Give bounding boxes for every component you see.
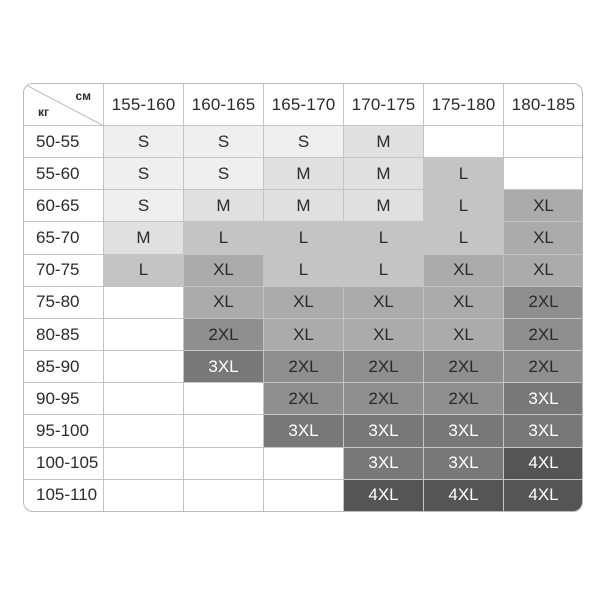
size-cell: L xyxy=(344,222,424,254)
table-row xyxy=(24,222,584,254)
size-cell: 2XL xyxy=(504,351,584,383)
empty-cell xyxy=(264,479,344,511)
size-cell: XL xyxy=(184,286,264,318)
size-cell: S xyxy=(264,126,344,158)
size-cell: 2XL xyxy=(184,318,264,350)
size-cell: S xyxy=(104,158,184,190)
size-cell: XL xyxy=(424,286,504,318)
size-cell: L xyxy=(344,254,424,286)
weight-header: 70-75 xyxy=(24,254,104,286)
size-cell: 4XL xyxy=(344,479,424,511)
size-cell: 3XL xyxy=(264,415,344,447)
height-header: 165-170 xyxy=(264,84,344,126)
table-row xyxy=(24,415,584,447)
size-cell: 3XL xyxy=(424,447,504,479)
weight-unit-label: кг xyxy=(38,105,50,119)
height-unit-label: см xyxy=(75,89,91,103)
size-cell: L xyxy=(104,254,184,286)
size-cell: S xyxy=(104,126,184,158)
empty-cell xyxy=(504,158,584,190)
size-cell: M xyxy=(184,190,264,222)
weight-header: 95-100 xyxy=(24,415,104,447)
corner-cell xyxy=(24,84,104,126)
weight-header: 50-55 xyxy=(24,126,104,158)
empty-cell xyxy=(104,351,184,383)
size-cell: L xyxy=(424,158,504,190)
size-cell: 3XL xyxy=(504,383,584,415)
weight-header: 55-60 xyxy=(24,158,104,190)
empty-cell xyxy=(104,286,184,318)
table-row xyxy=(24,383,584,415)
size-cell: 2XL xyxy=(344,351,424,383)
table-body xyxy=(24,126,584,512)
size-cell: M xyxy=(344,126,424,158)
table-row xyxy=(24,447,584,479)
empty-cell xyxy=(264,447,344,479)
size-cell: 3XL xyxy=(184,351,264,383)
size-cell: L xyxy=(264,254,344,286)
weight-header: 90-95 xyxy=(24,383,104,415)
table-row xyxy=(24,286,584,318)
size-cell: XL xyxy=(424,254,504,286)
size-cell: XL xyxy=(344,286,424,318)
weight-header: 100-105 xyxy=(24,447,104,479)
size-chart xyxy=(23,83,583,512)
height-header: 175-180 xyxy=(424,84,504,126)
empty-cell xyxy=(104,479,184,511)
size-cell: M xyxy=(104,222,184,254)
size-cell: XL xyxy=(504,254,584,286)
size-cell: M xyxy=(344,158,424,190)
size-cell: M xyxy=(264,158,344,190)
size-cell: 4XL xyxy=(504,479,584,511)
empty-cell xyxy=(104,318,184,350)
weight-header: 65-70 xyxy=(24,222,104,254)
weight-header: 80-85 xyxy=(24,318,104,350)
size-cell: 4XL xyxy=(504,447,584,479)
table-row xyxy=(24,190,584,222)
empty-cell xyxy=(184,447,264,479)
size-cell: XL xyxy=(264,286,344,318)
diagonal-divider xyxy=(24,84,104,126)
size-cell: 3XL xyxy=(344,415,424,447)
size-cell: 3XL xyxy=(504,415,584,447)
size-cell: 2XL xyxy=(424,351,504,383)
empty-cell xyxy=(104,447,184,479)
table-row xyxy=(24,318,584,350)
size-cell: XL xyxy=(424,318,504,350)
size-cell: M xyxy=(344,190,424,222)
size-cell: 2XL xyxy=(424,383,504,415)
size-cell: 4XL xyxy=(424,479,504,511)
empty-cell xyxy=(184,383,264,415)
empty-cell xyxy=(504,126,584,158)
size-cell: M xyxy=(264,190,344,222)
size-cell: 2XL xyxy=(264,351,344,383)
empty-cell xyxy=(184,479,264,511)
table-row xyxy=(24,351,584,383)
table-row xyxy=(24,479,584,511)
weight-header: 105-110 xyxy=(24,479,104,511)
size-cell: L xyxy=(424,222,504,254)
size-cell: 3XL xyxy=(424,415,504,447)
size-cell: XL xyxy=(504,222,584,254)
table-row xyxy=(24,158,584,190)
size-cell: XL xyxy=(264,318,344,350)
empty-cell xyxy=(424,126,504,158)
height-header: 180-185 xyxy=(504,84,584,126)
size-cell: S xyxy=(104,190,184,222)
table-row xyxy=(24,254,584,286)
size-cell: 2XL xyxy=(504,286,584,318)
empty-cell xyxy=(104,415,184,447)
size-cell: 3XL xyxy=(344,447,424,479)
weight-header: 85-90 xyxy=(24,351,104,383)
header-row xyxy=(24,84,584,126)
empty-cell xyxy=(184,415,264,447)
size-cell: 2XL xyxy=(344,383,424,415)
size-table xyxy=(23,83,583,512)
weight-header: 75-80 xyxy=(24,286,104,318)
size-cell: XL xyxy=(184,254,264,286)
table-row xyxy=(24,126,584,158)
size-cell: S xyxy=(184,126,264,158)
size-cell: XL xyxy=(504,190,584,222)
height-header: 155-160 xyxy=(104,84,184,126)
size-cell: 2XL xyxy=(264,383,344,415)
height-header: 170-175 xyxy=(344,84,424,126)
weight-header: 60-65 xyxy=(24,190,104,222)
height-header: 160-165 xyxy=(184,84,264,126)
size-cell: 2XL xyxy=(504,318,584,350)
size-cell: L xyxy=(424,190,504,222)
empty-cell xyxy=(104,383,184,415)
size-cell: S xyxy=(184,158,264,190)
size-cell: L xyxy=(264,222,344,254)
size-cell: XL xyxy=(344,318,424,350)
size-cell: L xyxy=(184,222,264,254)
